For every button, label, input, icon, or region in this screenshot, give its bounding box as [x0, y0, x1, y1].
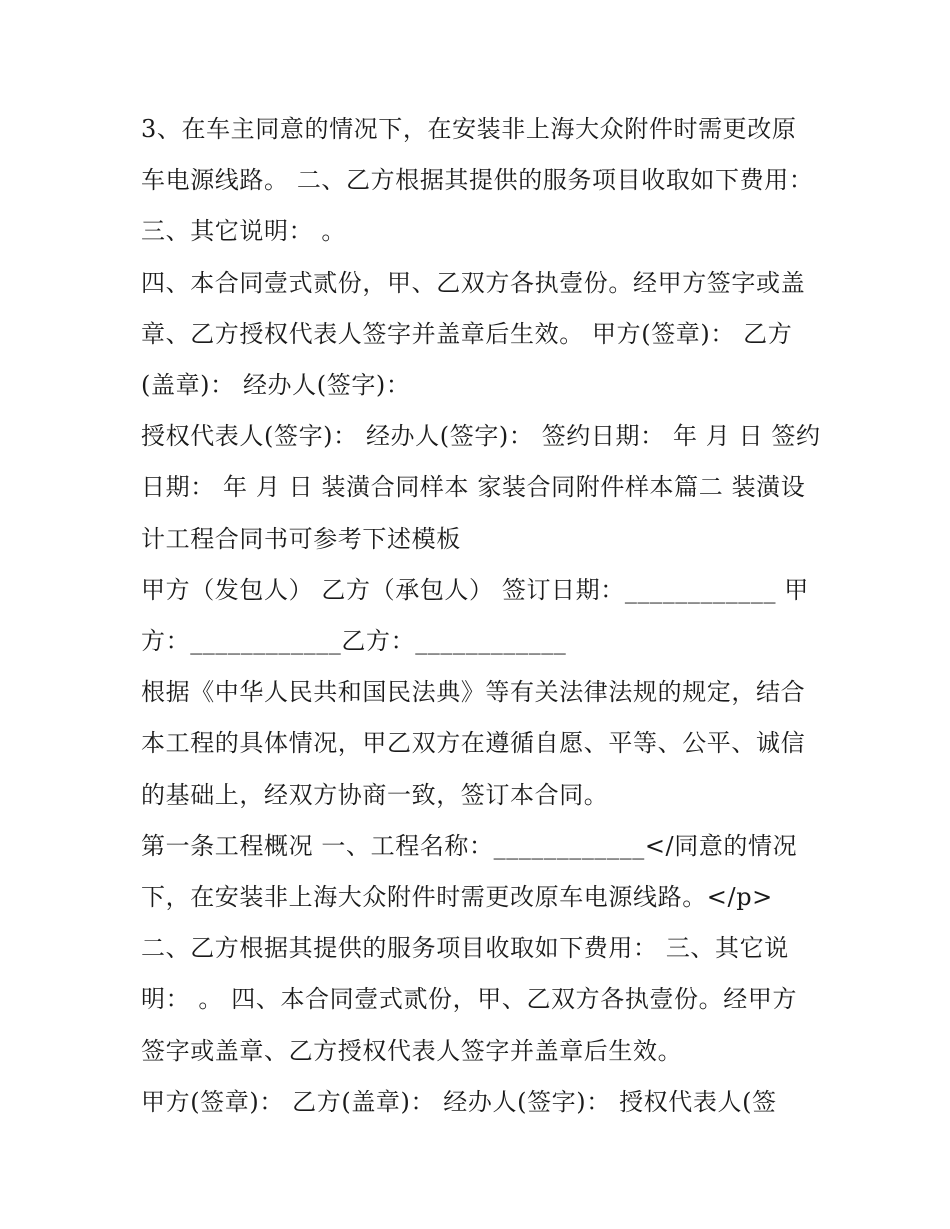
paragraph-parties: 甲方（发包人） 乙方（承包人） 签订日期：____________ 甲方：____________乙方：____________: [141, 575, 809, 656]
paragraph-contract-copies: 四、本合同壹式贰份，甲、乙双方各执壹份。经甲方签字或盖章、乙方授权代表人签字并盖章后生效。 甲方(签章)： 乙方(盖章)： 经办人(签字)：: [141, 268, 806, 400]
paragraph-signature-dates: 授权代表人(签字)： 经办人(签字)： 签约日期： 年 月 日 签约日期： 年 月 日 装潢合同样本 家装合同附件样本篇二 装潢设计工程合同书可参考下述模板: [141, 422, 821, 553]
paragraph-fees-and-terms: 二、乙方根据其提供的服务项目收取如下费用： 三、其它说明： 。 四、本合同壹式贰份，甲、乙双方各执壹份。经甲方签字或盖章、乙方授权代表人签字并盖章后生效。: [141, 934, 798, 1065]
paragraph-legal-basis: 根据《中华人民共和国民法典》等有关法律法规的规定，结合本工程的具体情况，甲乙双方在遵循自愿、平等、公平、诚信的基础上，经双方协商一致，签订本合同。: [141, 678, 806, 809]
paragraph-project-overview: 第一条工程概况 一、工程名称：____________</同意的情况下，在安装非上海大众附件时需更改原车电源线路。</p>: [141, 831, 798, 912]
paragraph-signatures: 甲方(签章)： 乙方(盖章)： 经办人(签字)： 授权代表人(签: [141, 1087, 777, 1116]
document-body: [141, 104, 821, 1128]
paragraph-vehicle-wiring: 3、在车主同意的情况下，在安装非上海大众附件时需更改原车电源线路。 二、乙方根据其提供的服务项目收取如下费用： 三、其它说明： 。: [141, 115, 814, 246]
